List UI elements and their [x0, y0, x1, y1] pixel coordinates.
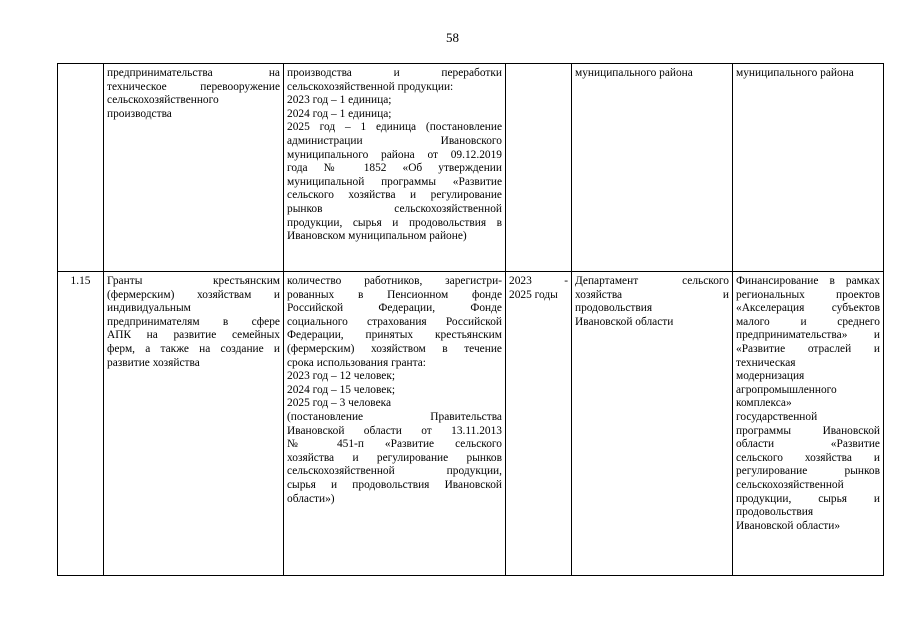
cell-text-line: производства и переработки [287, 67, 502, 79]
cell-measure [104, 272, 284, 576]
cell-text-line: социального страхования Российской [287, 315, 502, 328]
cell-text-line: 2025 годы [509, 288, 558, 301]
cell-text-line: сырья и продовольствия Ивановской [287, 478, 502, 491]
cell-text-line: Ивановском муниципальном районе) [287, 230, 467, 243]
cell-indicator [284, 272, 506, 576]
cell-text-line: агропромышленного [736, 383, 837, 396]
cell-text-line: сельскохозяйственного [107, 94, 219, 107]
cell-text-line: сельского хозяйства и [736, 451, 880, 464]
cell-text-line: продукции, сырья и [736, 492, 880, 505]
cell-text-line: комплекса» [736, 397, 792, 410]
cell-text-line: продовольствия [736, 506, 814, 519]
cell-text-line: регулирование рынков [736, 465, 880, 478]
cell-text-line: области «Развитие [736, 438, 880, 451]
cell-text-line: количество работников, зарегистри- [287, 275, 502, 287]
cell-text-line: Ивановской области [575, 315, 674, 328]
cell-number [58, 64, 104, 272]
cell-text-line: Гранты крестьянским [107, 275, 280, 287]
cell-number: 1.15 [58, 272, 104, 576]
cell-text-line: предпринимательства на [107, 67, 280, 79]
cell-text-line: 2023 - [509, 275, 568, 287]
cell-text-line: Департамент сельского [575, 275, 729, 287]
cell-text-line: 2023 год – 1 единица; [287, 94, 392, 107]
cell-text-line: 2023 год – 12 человек; [287, 370, 396, 383]
cell-text-line: (фермерским) хозяйством в течение [287, 342, 502, 355]
cell-text-line: 2024 год – 15 человек; [287, 383, 396, 396]
cell-text-line: индивидуальным [107, 302, 191, 315]
cell-executor [572, 64, 733, 272]
cell-period [506, 272, 572, 576]
cell-text-line: хозяйства и регулирование рынков [287, 451, 502, 464]
cell-text-line: предпринимательства» и [736, 329, 880, 342]
cell-text-line: продовольствия [575, 302, 653, 315]
cell-text-line: области») [287, 492, 335, 505]
cell-text-line: администрации Ивановского [287, 134, 502, 147]
cell-text-line: муниципального района [736, 67, 854, 79]
cell-text-line: сельского хозяйства и регулирование [287, 189, 502, 202]
cell-financing [733, 64, 884, 272]
cell-text-line: 2024 год – 1 единица; [287, 107, 392, 120]
cell-text-line: Федерации, принятых крестьянским [287, 329, 502, 342]
cell-text-line: АПК на развитие семейных [107, 329, 280, 342]
cell-text-line: срока использования гранта: [287, 356, 426, 369]
cell-text-line: 2025 год – 1 единица (постановление [287, 121, 502, 134]
cell-text-line: Финансирование в рамках [736, 275, 880, 287]
cell-text-line: производства [107, 107, 172, 120]
cell-text-line: рынков сельскохозяйственной [287, 202, 502, 215]
cell-measure [104, 64, 284, 272]
cell-text-line: № 451-п «Развитие сельского [287, 438, 502, 451]
cell-text-line: региональных проектов [736, 288, 880, 301]
page-number: 58 [446, 30, 459, 45]
cell-text-line: малого и среднего [736, 315, 880, 328]
cell-text-line: сельскохозяйственной продукции, [287, 465, 502, 478]
cell-text-line: муниципального района от 09.12.2019 [287, 148, 502, 161]
cell-executor [572, 272, 733, 576]
cell-text-line: модернизация [736, 370, 805, 383]
cell-text-line: ферм, а также на создание и [107, 342, 280, 355]
cell-text-line: муниципального района [575, 67, 693, 79]
cell-text-line: рованных в Пенсионном фонде [287, 288, 502, 301]
cell-text-line: техническая [736, 356, 796, 369]
cell-text-line: предпринимателям в сфере [107, 315, 280, 328]
cell-text-line: сельскохозяйственной продукции: [287, 80, 454, 93]
cell-text-line: «Развитие отраслей и [736, 342, 880, 355]
cell-text-line: года № 1852 «Об утверждении [287, 162, 502, 175]
measures-table [57, 63, 884, 576]
cell-text-line: Ивановской области» [736, 519, 841, 532]
cell-text-line: муниципальной программы «Развитие [287, 175, 502, 188]
cell-text-line: развитие хозяйства [107, 356, 200, 369]
cell-text-line: программы Ивановской [736, 424, 880, 437]
table-row [58, 272, 884, 576]
cell-financing [733, 272, 884, 576]
cell-period [506, 64, 572, 272]
cell-text-line: Ивановской области от 13.11.2013 [287, 424, 502, 437]
cell-text-line: техническое перевооружение [107, 80, 280, 93]
cell-text-line: «Акселерация субъектов [736, 302, 880, 315]
cell-indicator [284, 64, 506, 272]
table-row [58, 64, 884, 272]
cell-text-line: Российской Федерации, Фонде [287, 302, 502, 315]
cell-text-line: (фермерским) хозяйствам и [107, 288, 280, 301]
cell-text-line: (постановление Правительства [287, 410, 502, 423]
cell-text-line: сельскохозяйственной [736, 478, 844, 491]
cell-text-line: государственной [736, 410, 818, 423]
cell-text-line: хозяйства и [575, 288, 729, 301]
cell-text-line: продукции, сырья и продовольствия в [287, 216, 502, 229]
cell-text-line: 2025 год – 3 человека [287, 397, 392, 410]
